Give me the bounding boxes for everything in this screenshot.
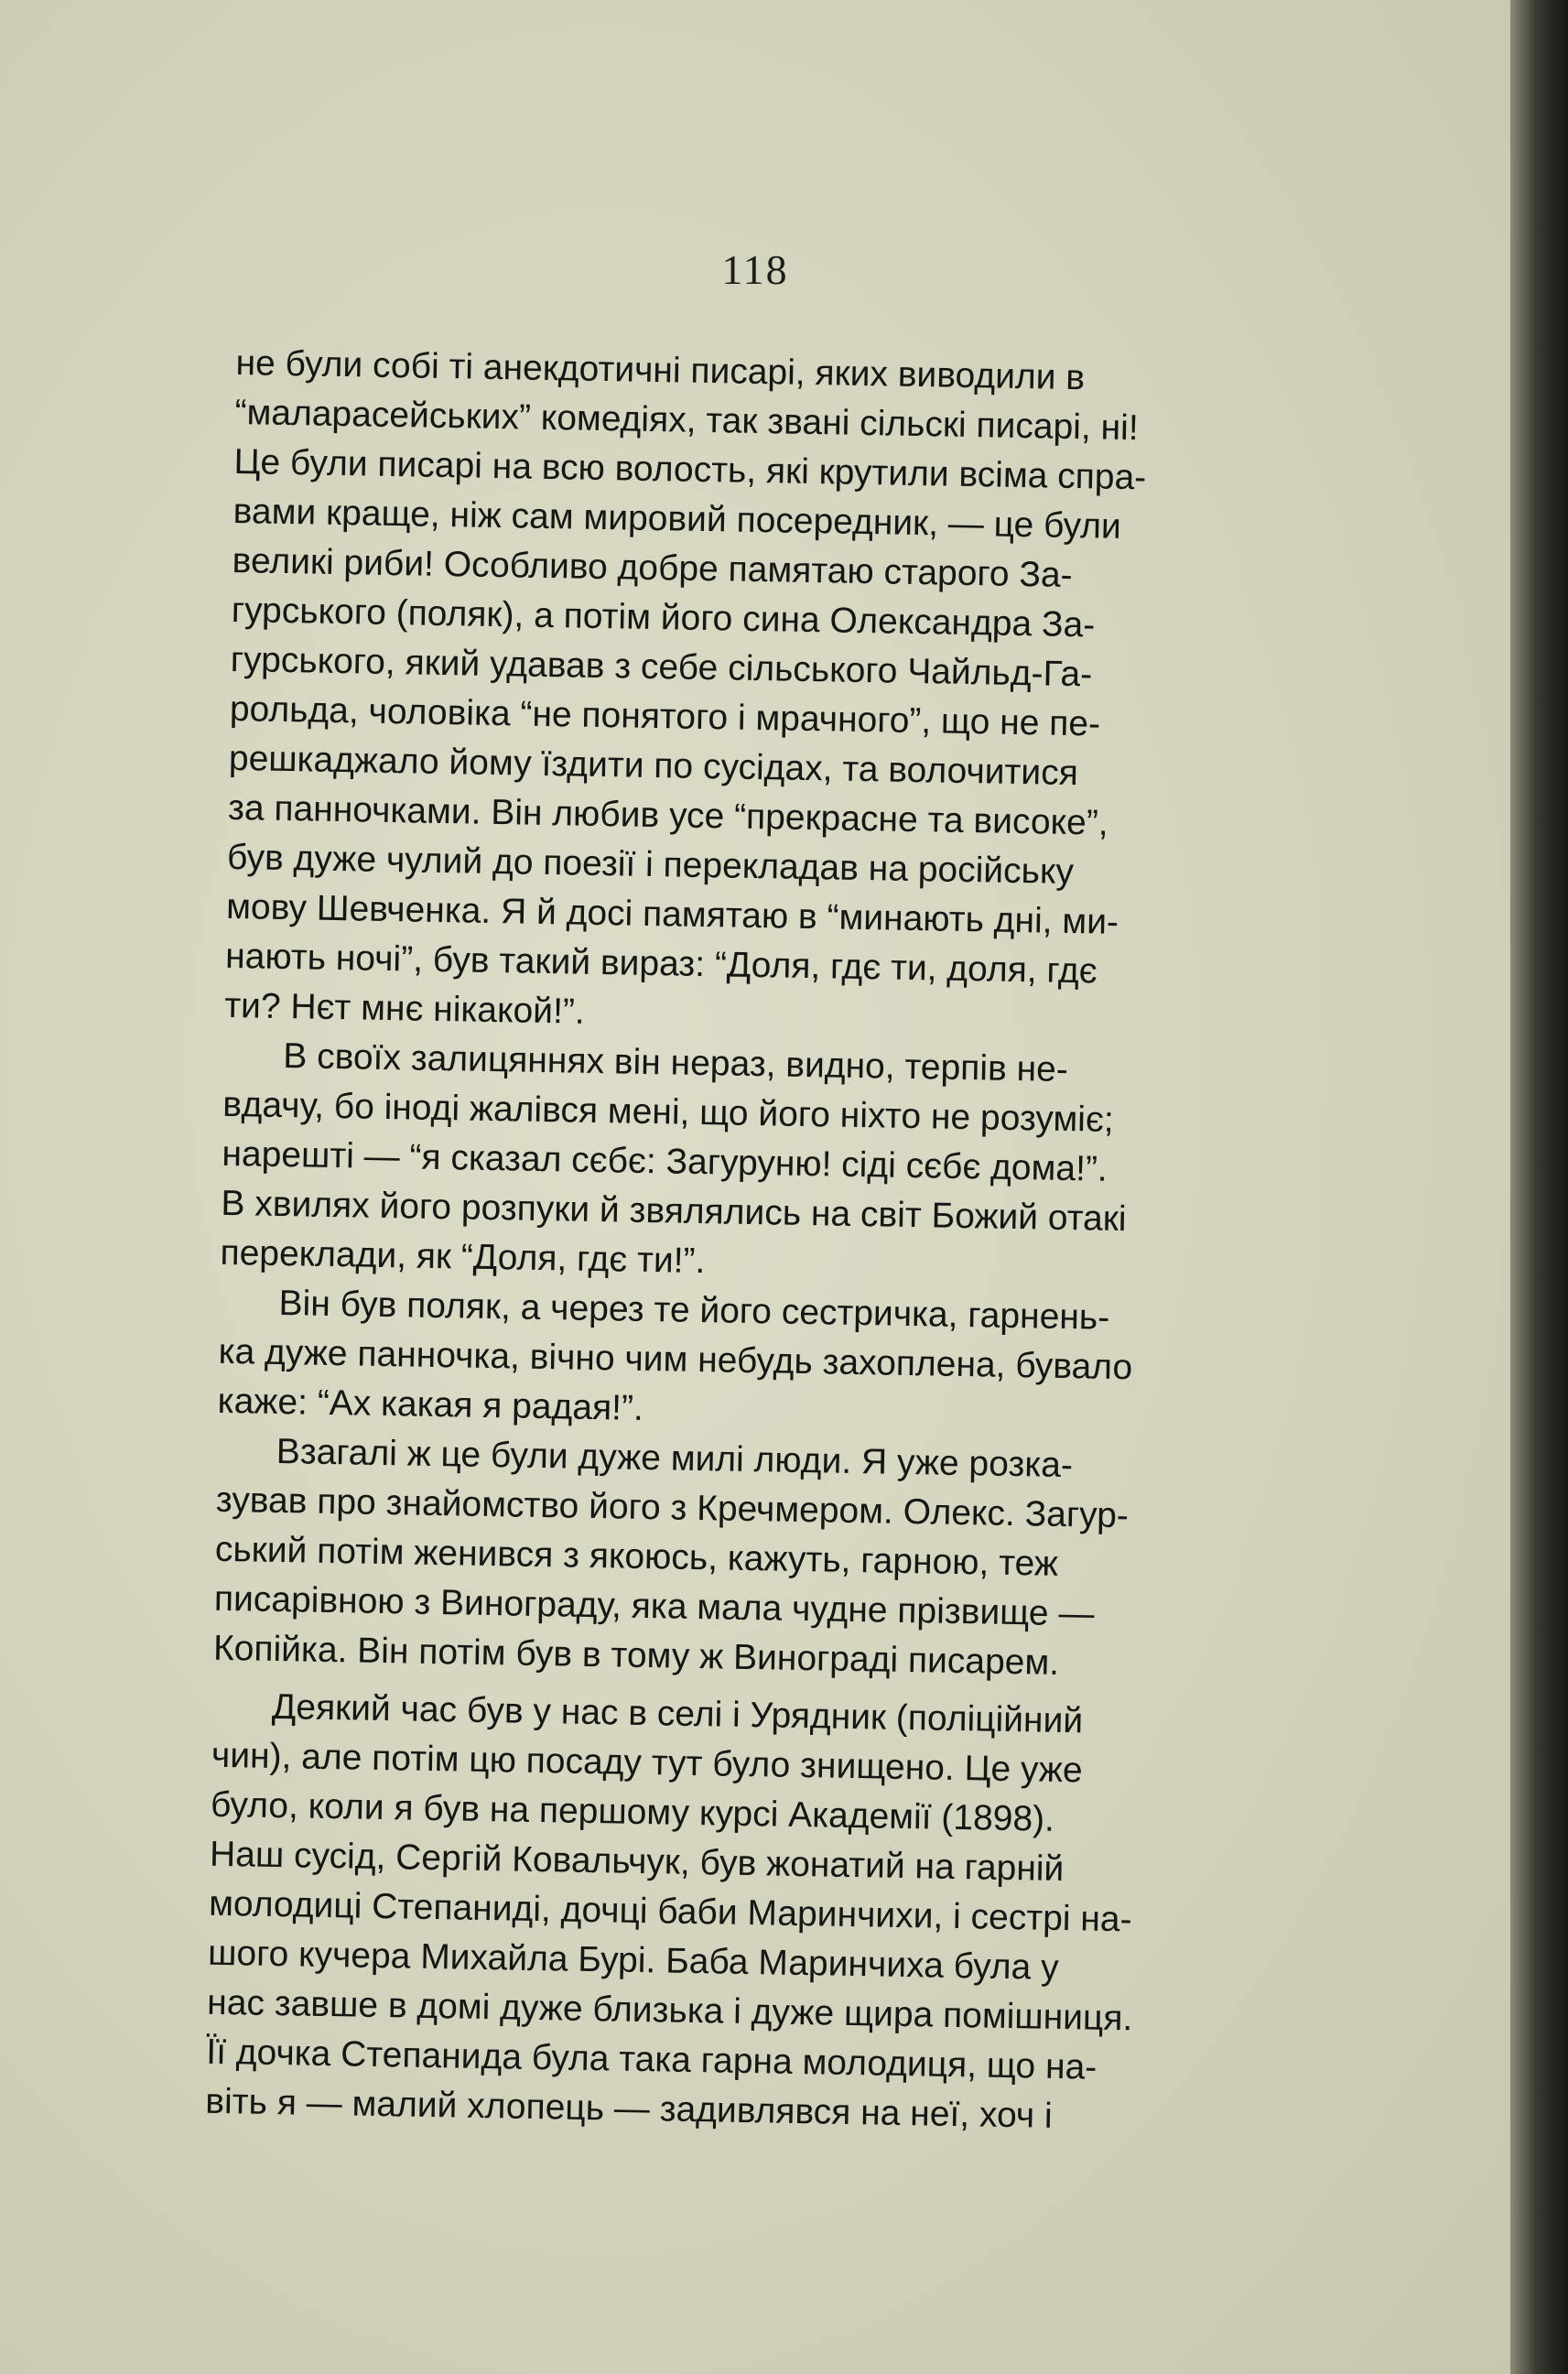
text-line: гурського, який удавав з себе сільського Чайльд-Га- — [230, 639, 1093, 695]
text-line: Це були писарі на всю волость, які крутили всіма спра- — [233, 441, 1147, 498]
text-line: рольда, чоловіка “не понятого і мрачного”, що не пе- — [229, 688, 1101, 744]
text-line: решкаджало йому їздити по сусідах, та волочитися — [228, 738, 1079, 794]
paragraph-start-line: В своїх залицяннях він нераз, видно, терпів не- — [222, 1035, 1069, 1089]
page-number: 118 — [721, 246, 789, 293]
text-line: каже: “Ах какая я радая!”. — [217, 1381, 644, 1428]
text-line: шого кучера Михайла Бурі. Баба Маринчиха була у — [207, 1933, 1059, 1988]
text-line: нарешті — “я сказал сєбє: Загуруню! сіді сєбє дома!”. — [222, 1133, 1108, 1189]
text-line: був дуже чулий до поезії і перекладав на російську — [226, 837, 1075, 893]
text-line: чин), але потім цю посаду тут було знищено. Це уже — [211, 1735, 1084, 1791]
text-line: ський потім женився з якоюсь, кажуть, гарною, теж — [214, 1529, 1059, 1584]
text-line: Копійка. Він потім був в тому ж Винограді писарем. — [212, 1628, 1060, 1683]
text-line: вами краще, ніж сам мировий посередник, — це були — [232, 491, 1122, 547]
text-line: було, коли я був на першому курсі Академії (1898). — [210, 1784, 1055, 1839]
paragraph-start-line: Він був поляк, а через те його сестричка, гарнень- — [219, 1282, 1110, 1338]
text-line: молодиці Степаниді, дочці баби Маринчихи, і сестрі на- — [208, 1883, 1132, 1940]
text-line: гурського (поляк), а потім його сина Олександра За- — [231, 590, 1096, 645]
text-line: не були собі ті анекдотичні писарі, яких виводили в — [235, 342, 1086, 398]
page-body-text — [205, 339, 1518, 2149]
text-line: великі риби! Особливо добре памятаю старого За- — [232, 540, 1074, 595]
text-line: ти? Нєт мнє нікакой!”. — [223, 985, 586, 1032]
text-line: писарівною з Винограду, яка мала чудне прізвище — — [213, 1578, 1095, 1634]
text-line: нають ночі”, був такий вираз: “Доля, гдє ти, доля, гдє — [224, 936, 1098, 992]
text-line: нас завше в домі дуже близька і дуже щира помішниця. — [206, 1982, 1133, 2039]
page-edge-shadow — [1510, 0, 1568, 2374]
text-line: переклади, як “Доля, гдє ти!”. — [220, 1232, 706, 1282]
text-line: Наш сусід, Сергій Ковальчук, був жонатий на гарній — [209, 1834, 1065, 1890]
text-line: за панночками. Він любив усе “прекрасне та високе”, — [227, 787, 1109, 843]
text-line: вдачу, бо іноді жалівся мені, що його ніхто не розуміє; — [222, 1084, 1115, 1140]
text-line: “маларасейських” комедіях, так звані сільскі писарі, ні! — [234, 392, 1140, 449]
text-line: зував про знайомство його з Кречмером. Олекс. Загур- — [215, 1480, 1130, 1536]
text-line: ка дуже панночка, вічно чим небудь захоплена, бувало — [218, 1331, 1133, 1388]
paragraph-start-line: Взагалі ж це були дуже милі люди. Я уже розка- — [216, 1430, 1074, 1486]
paragraph-start-line: Деякий час був у нас в селі і Урядник (поліційний — [211, 1686, 1084, 1741]
text-line: віть я — малий хлопець — задивлявся на неї, хоч і — [205, 2081, 1054, 2136]
text-line: В хвилях його розпуки й звялялись на світ Божий отакі — [221, 1183, 1127, 1240]
text-line: мову Шевченка. Я й досі памятаю в “минають дні, ми- — [225, 886, 1119, 942]
text-line: Її дочка Степанида була така гарна молодиця, що на- — [205, 2032, 1098, 2087]
